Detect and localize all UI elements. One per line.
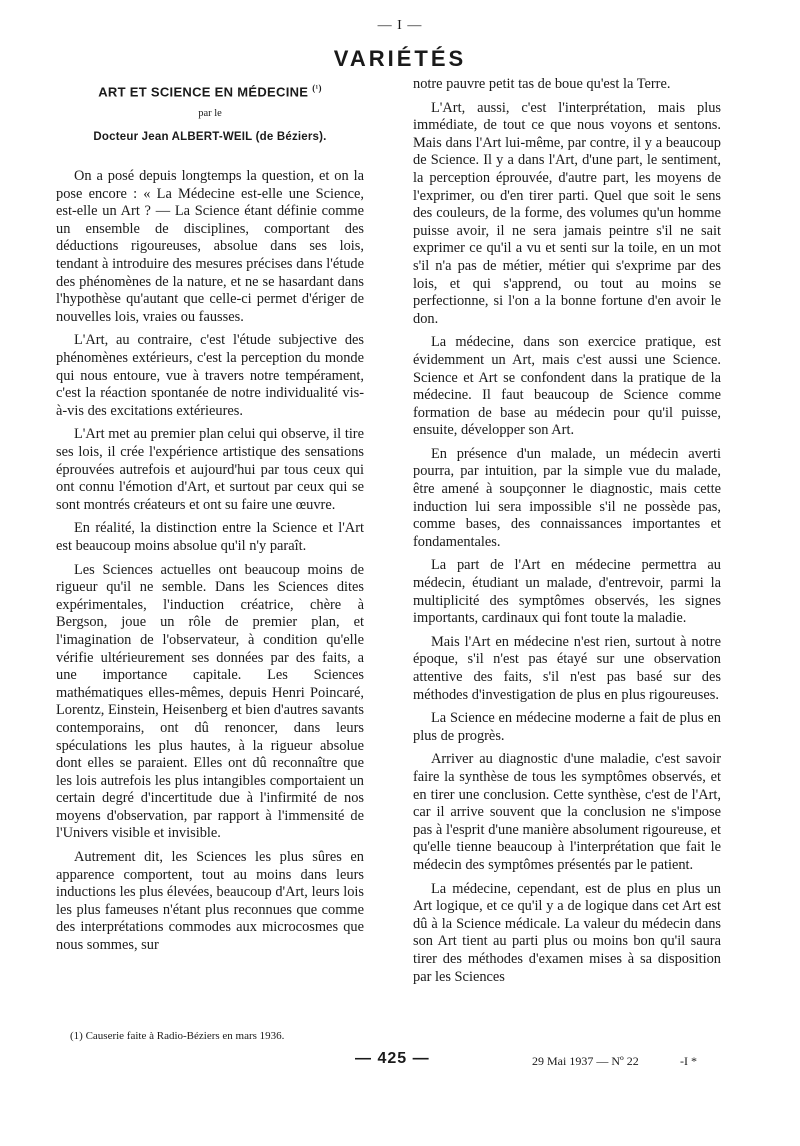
paragraph: La part de l'Art en médecine permettra au médecin, étudiant un malade, d'entrevoir, parmi la multiplicité des symptômes observés, les signes importants, cardinaux qui font toute la maladie. bbox=[413, 557, 721, 627]
author-line: Docteur Jean ALBERT-WEIL (de Béziers). bbox=[93, 130, 327, 143]
paragraph-continued: notre pauvre petit tas de boue qu'est la Terre. bbox=[413, 76, 671, 92]
folio-number: — 425 — bbox=[355, 1050, 430, 1067]
paragraph: Les Sciences actuelles ont beaucoup moins de rigueur qu'il ne semble. Dans les Sciences dites expérimentales, l'induction créatrice, chère à Bergson, joue un rôle de premier plan, et l'imagination de l'observateur, à condition qu'elle vérifie ultérieurement ses données par des faits, a une importance capitale. Les Sciences mathématiques elles-mêmes, depuis Henri Poincaré, Lorentz, Einstein, Heisenberg et bien d'autres savants contemporains, ont dû renoncer, dans leurs spéculations les plus hautes, à la rigueur absolue dont elles se paraient. Elles ont dû reconnaître que les lois autrefois les plus intangibles comportaient un certain degré d'incertitude due à l'infirmité de nos moyens d'observation, par rapport à l'immensité de l'Univers visible et invisible. bbox=[56, 561, 364, 842]
left-column bbox=[56, 76, 364, 961]
paragraph: Autrement dit, les Sciences les plus sûres en apparence comportent, tout au moins dans leurs inductions les plus élevées, beaucoup d'Art, leurs lois les plus fameuses n'étant plus reconnues que comme des interprétations commodes aux microcosmes que nous sommes, sur bbox=[56, 849, 364, 954]
paragraph: On a posé depuis longtemps la question, et on la pose encore : « La Médecine est-elle une Science, est-elle un Art ? — La Science étant définie comme un ensemble de disciplines, comportant des déductions rigoureuses, absolue dans ses lois, tendant à introduire des mesures précises dans l'étude des phénomènes de la nature, et ne se hasardant dans l'hypothèse qu'autant que celle-ci permet d'ériger de nouvelles lois, vraies ou fausses. bbox=[56, 168, 364, 325]
footnote: (1) Causerie faite à Radio-Béziers en mars 1936. bbox=[70, 1030, 285, 1042]
paragraph: L'Art, au contraire, c'est l'étude subjective des phénomènes extérieurs, c'est la perception du monde qui nous entoure, vue à travers notre tempérament, c'est la réaction spontanée de notre individualité vis-à-vis des excitations extérieures. bbox=[56, 332, 364, 419]
footnote-reference: (¹) bbox=[312, 83, 322, 93]
page-number: — I — bbox=[377, 18, 423, 33]
paragraph: La médecine, cependant, est de plus en plus un Art logique, et ce qu'il y a de logique dans cet Art est dû à la Science médicale. La valeur du médecin dans son Art tient au parti plus ou moins bon qu'il saura tirer des méthodes d'examen mises à sa disposition par les Sciences bbox=[413, 880, 721, 985]
right-column bbox=[413, 76, 721, 992]
paragraph: En présence d'un malade, un médecin averti pourra, par intuition, par la simple vue du malade, être amené à soupçonner le diagnostic, mais cette induction lui sera impossible s'il ne possède pas, comme bases, des connaissances importantes et fondamentales. bbox=[413, 445, 721, 550]
article-title-text: ART ET SCIENCE EN MÉDECINE bbox=[98, 84, 309, 100]
paragraph: L'Art met au premier plan celui qui observe, il tire ses lois, il crée l'expérience artistique des sensations éprouvées autrefois et aujourd'hui par tous ceux qui ont connu l'émotion d'Art, et surtout par ceux qui se sont montrés créateurs et ont su faire une œuvre. bbox=[56, 426, 364, 513]
section-title: VARIÉTÉS bbox=[333, 46, 467, 71]
signature-mark: -I * bbox=[680, 1054, 697, 1068]
paragraph: Mais l'Art en médecine n'est rien, surtout à notre époque, s'il n'est pas étayé sur une observation attentive des faits, s'il n'est pas basé sur des méthodes d'investigation de plus en plus rigoureuses. bbox=[413, 633, 721, 703]
paragraph: La Science en médecine moderne a fait de plus en plus de progrès. bbox=[413, 710, 721, 744]
issue-date: 29 Mai 1937 — Nº 22 bbox=[532, 1054, 639, 1068]
byline-prefix: par le bbox=[198, 107, 222, 119]
paragraph: Arriver au diagnostic d'une maladie, c'est savoir faire la synthèse de tous les symptômes observés, et en tirer une conclusion. Cette synthèse, c'est de l'Art, car il arrive souvent que la conclusion ne s'impose pas à l'esprit d'une manière absolument rigoureuse, et qu'elle tienne beaucoup à l'interprétation que fait le médecin des symptômes présentés par le patient. bbox=[413, 751, 721, 873]
paragraph: La médecine, dans son exercice pratique, est évidemment un Art, mais c'est aussi une Science. Science et Art se confondent dans la pratique de la médecine. Il faut beaucoup de Science comme formation de base au médecin pour qu'il puisse, ensuite, développer son Art. bbox=[413, 334, 721, 439]
paragraph: L'Art, aussi, c'est l'interprétation, mais plus immédiate, de tout ce que nous voyons et sentons. Mais dans l'Art lui-même, par contre, il y a beaucoup de Science. Il y a dans l'Art, d'une part, le sentiment, la perception éprouvée, d'autre part, les moyens de l'exprimer, ou d'en tirer parti. Quel que soit le sens des couleurs, de la forme, des volumes qu'un homme puisse avoir, il ne sera jamais peintre s'il ne sait exprimer ce qu'il a vu et senti sur la toile, en un mot s'il n'a pas de métier, métier qui s'exprime par des lois, et qui s'apprend, ou tout au moins se perfectionne, si l'on a la bonne fortune d'en avoir le don. bbox=[413, 99, 721, 327]
paragraph: En réalité, la distinction entre la Science et l'Art est beaucoup moins absolue qu'il n'y paraît. bbox=[56, 520, 364, 554]
article-title bbox=[56, 80, 364, 101]
